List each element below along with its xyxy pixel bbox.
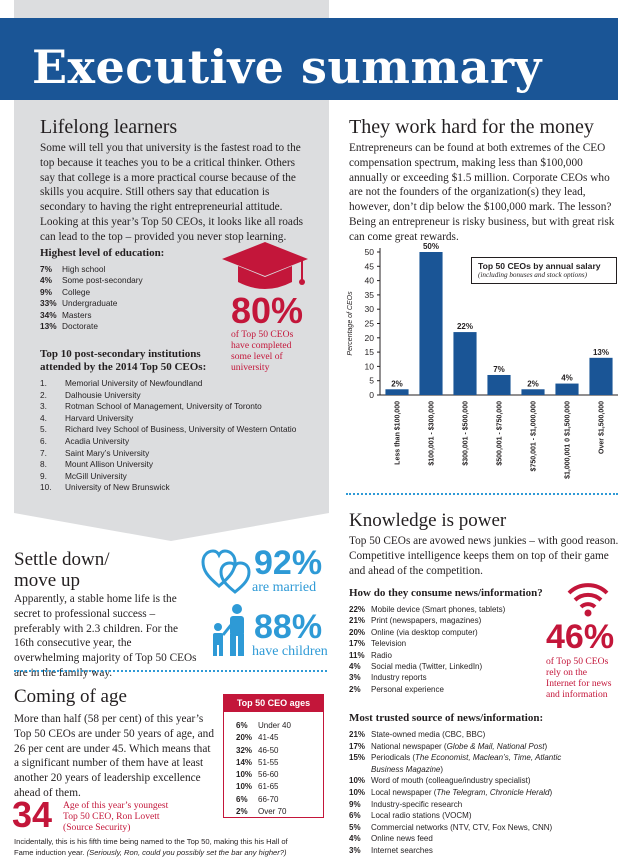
divider bbox=[346, 493, 618, 495]
chart-y-tick-label: 25 bbox=[364, 318, 374, 329]
chart-bar bbox=[419, 252, 442, 395]
list-item: 2. Dalhousie University bbox=[40, 389, 141, 400]
list-item: 9. McGill University bbox=[40, 470, 127, 481]
list-item: 17% National newspaper (Globe & Mail, National Post) bbox=[349, 741, 548, 751]
chart-y-tick-label: 30 bbox=[364, 304, 374, 315]
hearts-icon bbox=[201, 546, 253, 594]
internet-stat-text: of Top 50 CEOs rely on the Internet for news and information bbox=[546, 656, 612, 700]
chart-y-tick-label: 45 bbox=[364, 261, 374, 272]
chart-y-tick-label: 35 bbox=[364, 289, 374, 300]
list-item: 20% 41-45 bbox=[236, 733, 279, 743]
graduation-cap-icon bbox=[220, 240, 310, 296]
married-stat-value: 92% bbox=[254, 544, 323, 582]
chart-y-tick-label: 15 bbox=[364, 347, 374, 358]
list-item: 14% 51-55 bbox=[236, 757, 279, 767]
chart-data-label: 2% bbox=[527, 379, 539, 389]
chart-x-tick-label: $500,001 - $750,000 bbox=[496, 401, 504, 466]
chart-subtitle: (including bonuses and stock options) bbox=[478, 271, 587, 279]
chart-bar bbox=[385, 389, 408, 395]
list-item: 6. Acadia University bbox=[40, 435, 130, 446]
chart-y-tick-label: 20 bbox=[364, 332, 374, 343]
chart-data-label: 22% bbox=[456, 322, 474, 332]
institutions-heading: Top 10 post-secondary institutions attended by the 2014 Top 50 CEOs: bbox=[40, 348, 207, 373]
list-item: 4% Some post-secondary bbox=[40, 275, 143, 286]
ages-list bbox=[236, 720, 291, 818]
list-item: 22% Mobile device (Smart phones, tablets) bbox=[349, 605, 506, 614]
age-footnote: Incidentally, this is his fifth time being named to the Top 50, making this his Hall of Fame induction year. (Seriously, Ron, could you possibly set the bar any higher?) bbox=[14, 837, 288, 857]
youngest-age-text: Age of this year’s youngest Top 50 CEO, Ron Lovett (Source Security) bbox=[63, 800, 169, 833]
chart-y-axis-label: Percentage of CEOs bbox=[347, 291, 354, 356]
institutions-list bbox=[40, 378, 296, 494]
chart-x-tick-label: $1,000,001 0 $1,500,000 bbox=[564, 401, 572, 479]
chart-bar bbox=[453, 332, 476, 395]
chart-y-tick-label: 50 bbox=[364, 247, 374, 257]
wifi-icon bbox=[566, 578, 610, 618]
list-item: 10% 56-60 bbox=[236, 770, 279, 780]
children-stat-value: 88% bbox=[254, 608, 323, 646]
list-item: 4% Social media (Twitter, LinkedIn) bbox=[349, 662, 483, 672]
list-item: 11% Radio bbox=[349, 650, 392, 660]
consume-list bbox=[349, 604, 505, 695]
chart-y-tick-label: 5 bbox=[369, 375, 374, 386]
chart-legend bbox=[471, 257, 617, 284]
married-stat-text: are married bbox=[252, 580, 317, 595]
chart-bar bbox=[487, 375, 510, 395]
chart-y-tick-label: 40 bbox=[364, 275, 374, 286]
chart-x-tick-label: $750,001 - $1,000,000 bbox=[530, 401, 538, 472]
chart-title: Top 50 CEOs by annual salary bbox=[478, 261, 601, 271]
consume-heading: How do they consume news/information? bbox=[349, 587, 543, 599]
education-stat-text: of Top 50 CEOs have completed some level of university bbox=[231, 329, 294, 373]
list-item: 6% Under 40 bbox=[236, 721, 291, 730]
list-item: 15% Periodicals (The Economist, Maclean’s, Time, Atlantic bbox=[349, 753, 562, 763]
list-item: 10% Local newspaper (The Telegram, Chronicle Herald) bbox=[349, 787, 553, 797]
list-item: 10% Word of mouth (colleague/industry specialist) bbox=[349, 776, 531, 786]
trusted-list bbox=[349, 729, 561, 857]
list-item: 8. Mount Allison University bbox=[40, 459, 154, 470]
ages-box-title: Top 50 CEO ages bbox=[223, 694, 324, 712]
education-list bbox=[40, 264, 143, 332]
list-item: 2% Over 70 bbox=[236, 807, 287, 817]
list-item: 5% Commercial networks (NTV, CTV, Fox News, CNN) bbox=[349, 822, 553, 832]
parent-child-icon bbox=[207, 603, 253, 657]
list-item: 21% Print (newspapers, magazines) bbox=[349, 616, 482, 626]
internet-stat-value: 46% bbox=[546, 618, 615, 656]
list-item: 34% Masters bbox=[40, 309, 92, 320]
list-item: 9% College bbox=[40, 286, 91, 297]
chart-data-label: 50% bbox=[422, 242, 440, 251]
settle-heading: Settle down/ move up bbox=[14, 549, 110, 591]
list-item: 3% Internet searches bbox=[349, 845, 433, 855]
chart-bar bbox=[555, 384, 578, 395]
chart-data-label: 2% bbox=[391, 379, 403, 389]
knowledge-body: Top 50 CEOs are avowed news junkies – with good reason. Competitive intelligence keeps them on top of their game and ahead of the competition. bbox=[349, 535, 619, 577]
age-body: More than half (58 per cent) of this year’s Top 50 CEOs are under 50 years of age, and 26 per cent are under 45. Which means that a significant number of them have at least another 20 years of leadership excellence ahead of them. bbox=[14, 713, 214, 799]
list-item: 6% 66-70 bbox=[236, 794, 279, 804]
money-body: Entrepreneurs can be found at both extremes of the CEO compensation spectrum, making less than $100,000 annually or exceeding $1.5 million. Corporate CEOs who are not the founders of the organization(s) they lead, however, don’t dip below the $100,000 mark. The lesson? Being an entrepreneur is risky business, but with great risk can come great rewards. bbox=[349, 142, 615, 243]
youngest-age-value: 34 bbox=[12, 794, 53, 835]
chart-y-tick-label: 0 bbox=[369, 390, 374, 400]
list-item: 3. Rotman School of Management, University of Toronto bbox=[40, 401, 262, 412]
list-item: Business Magazine) bbox=[371, 764, 444, 774]
list-item: 10% 61-65 bbox=[236, 782, 279, 792]
knowledge-heading: Knowledge is power bbox=[349, 510, 507, 531]
list-item: 3% Industry reports bbox=[349, 673, 427, 683]
money-heading: They work hard for the money bbox=[349, 116, 594, 138]
divider bbox=[14, 670, 327, 672]
education-heading: Highest level of education: bbox=[40, 247, 165, 259]
chart-data-label: 13% bbox=[592, 347, 610, 357]
list-item: 5. Richard Ivey School of Business, University of Western Ontatio bbox=[40, 424, 297, 435]
chart-x-tick-label: $100,001 - $300,000 bbox=[428, 401, 436, 466]
list-item: 4. Harvard University bbox=[40, 412, 134, 423]
chart-y-tick-label: 10 bbox=[364, 361, 374, 372]
page-title: Executive summary bbox=[32, 40, 542, 94]
list-item: 32% 46-50 bbox=[236, 745, 279, 755]
age-heading: Coming of age bbox=[14, 686, 127, 707]
gray-panel-point bbox=[14, 513, 329, 541]
list-item: 4% Online news feed bbox=[349, 834, 433, 844]
list-item: 10. University of New Brunswick bbox=[40, 482, 170, 493]
settle-body: Apparently, a stable home life is the secret to professional success – preferably with 2.3 children. For the 16th consecutive year, the overwhelming majority of Top 50 CEOs are in the family way. bbox=[14, 593, 197, 679]
chart-x-tick-label: Less than $100,000 bbox=[394, 401, 402, 465]
children-stat-text: have children bbox=[252, 644, 328, 659]
chart-x-tick-label: $300,001 - $500,000 bbox=[462, 401, 470, 466]
list-item: 1. Memorial University of Newfoundland bbox=[40, 378, 203, 388]
chart-bar bbox=[589, 358, 612, 395]
list-item: 13% Doctorate bbox=[40, 321, 98, 332]
lifelong-heading: Lifelong learners bbox=[40, 116, 178, 138]
list-item: 20% Online (via desktop computer) bbox=[349, 627, 478, 637]
chart-data-label: 4% bbox=[561, 373, 573, 383]
chart-x-tick-label: Over $1,500,000 bbox=[598, 401, 606, 454]
list-item: 7. Saint Mary’s University bbox=[40, 447, 150, 458]
chart-data-label: 7% bbox=[493, 364, 505, 374]
list-item: 21% State-owned media (CBC, BBC) bbox=[349, 730, 486, 739]
title-banner bbox=[0, 18, 618, 100]
education-stat-value: 80% bbox=[231, 290, 304, 331]
trusted-heading: Most trusted source of news/information: bbox=[349, 712, 544, 724]
chart-bar bbox=[521, 389, 544, 395]
list-item: 7% High school bbox=[40, 264, 106, 274]
list-item: 33% Undergraduate bbox=[40, 298, 118, 309]
list-item: 9% Industry-specific research bbox=[349, 799, 463, 809]
lifelong-body: Some will tell you that university is the fastest road to the top because it teaches you to be a critical thinker. Others say that college is a more practical course because of the skills you acquire. Still others say that education is secondary to having the right entrepreneurial attitude. Looking at this year’s Top 50 CEOs, it looks like all roads can lead to the top – provided you never stop learning. bbox=[40, 142, 303, 243]
list-item: 17% Television bbox=[349, 639, 407, 649]
list-item: 6% Local radio stations (VOCM) bbox=[349, 811, 472, 821]
list-item: 2% Personal experience bbox=[349, 684, 444, 694]
